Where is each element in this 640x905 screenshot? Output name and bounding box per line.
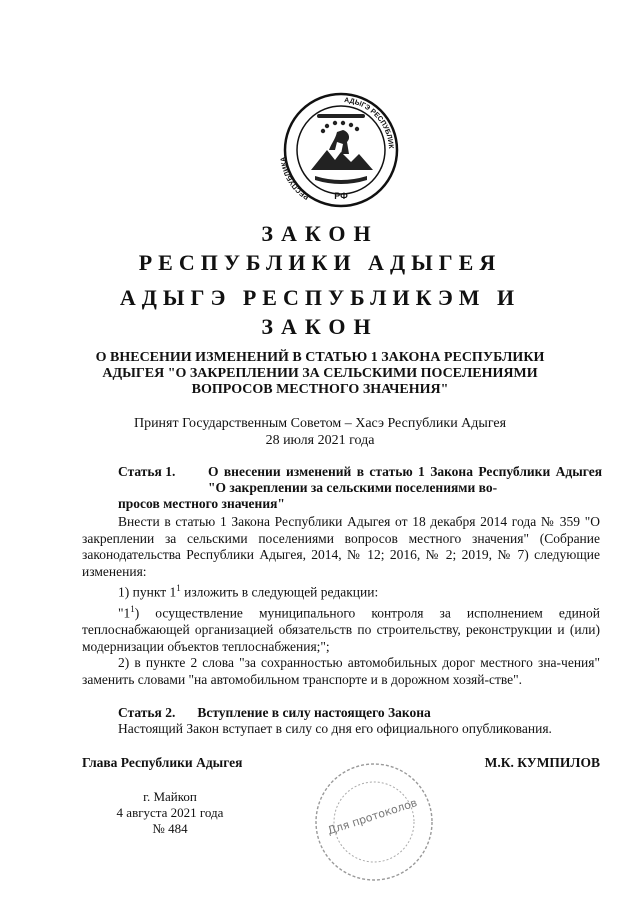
- signing-city: г. Майкоп: [143, 789, 197, 804]
- signing-place-date: [104, 789, 236, 837]
- signatory-position: Глава Республики Адыгея: [82, 755, 243, 770]
- title-law-adyghe: ЗАКОН: [261, 314, 379, 339]
- signatory-name: М.К. КУМПИЛОВ: [484, 755, 600, 770]
- title-law: ЗАКОН: [261, 221, 379, 246]
- coat-of-arms-icon: [277, 92, 405, 208]
- article-1-paragraph: Внести в статью 1 Закона Республики Адыгея от 18 декабря 2014 года № 359 "О закреплении за сельскими поселениями вопросов местного значения" (Собрание законодательства Республики Адыгея, 2014, № 12; 2016, № 2; 2019, № 7) следующие изменения:: [82, 514, 600, 579]
- article-1-body: [82, 514, 600, 688]
- emblem-top-text: АДЫГЭ РЕСПУБЛИК: [343, 97, 395, 149]
- article-1-heading: [118, 464, 602, 512]
- article-1-number: Статья 1.: [118, 464, 176, 479]
- title-adyghe-republic: АДЫГЭ РЕСПУБЛИКЭМ И: [119, 285, 521, 310]
- article-1-item-1-text: "$1^1$) осуществление муниципального контроля за исполнением единой теплоснабжающей организацией обязательств по строительству, реконструкции и (или) модернизации объектов теплоснабжения;";: [82, 604, 600, 654]
- svg-text:РЕСПУБЛИКА: [280, 156, 310, 200]
- emblem-left-text: РЕСПУБЛИКА: [280, 156, 311, 201]
- article-1-title: О внесении изменений в статью 1 Закона Республики Адыгея "О закреплении за сельскими поселениями во-: [208, 464, 602, 495]
- round-stamp-icon: [312, 760, 437, 885]
- article-2-heading: [118, 705, 431, 721]
- law-subject: О ВНЕСЕНИИ ИЗМЕНЕНИЙ В СТАТЬЮ 1 ЗАКОНА РЕСПУБЛИКИ АДЫГЕЯ "О ЗАКРЕПЛЕНИИ ЗА СЕЛЬСКИМИ ПОСЕЛЕНИЯМИ ВОПРОСОВ МЕСТНОГО ЗНАЧЕНИЯ": [95, 350, 545, 397]
- title-republic: РЕСПУБЛИКИ АДЫГЕЯ: [138, 250, 502, 275]
- article-1-item-1: 1) пункт $1^1$ изложить в следующей редакции:: [118, 583, 379, 600]
- article-2-number: Статья 2.: [118, 705, 176, 720]
- article-2-title: Вступление в силу настоящего Закона: [197, 705, 431, 720]
- article-1-title-cont: просов местного значения": [118, 496, 285, 511]
- stamp-text: Для протоколов: [325, 796, 419, 838]
- law-number: № 484: [152, 821, 188, 836]
- adoption-info: Принят Государственным Советом – Хасэ Республики Адыгея 28 июля 2021 года: [133, 416, 507, 448]
- article-2-body: Настоящий Закон вступает в силу со дня его официального опубликования.: [118, 721, 552, 736]
- signing-date: 4 августа 2021 года: [116, 805, 224, 820]
- article-1-item-2: 2) в пункте 2 слова "за сохранностью автомобильных дорог местного зна-чения" заменить словами "на автомобильном транспорте и в дорожном хозяй-стве".: [82, 655, 600, 687]
- emblem-bottom-text: РФ: [334, 191, 348, 201]
